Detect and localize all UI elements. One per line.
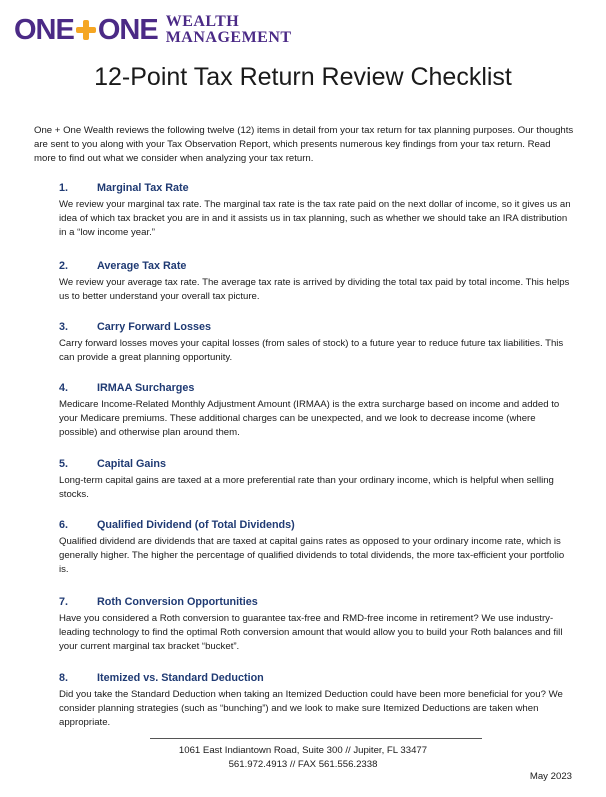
section-title: Capital Gains [97, 458, 166, 470]
document-date: May 2023 [529, 771, 572, 782]
section-heading [59, 671, 573, 686]
section-title: Average Tax Rate [97, 260, 187, 272]
footer-address: 1061 East Indiantown Road, Suite 300 // Jupiter, FL 33477 [178, 745, 428, 756]
section-title: IRMAA Surcharges [97, 382, 195, 394]
section-title: Carry Forward Losses [97, 321, 212, 333]
section-carry-forward-losses [59, 320, 573, 365]
section-irmaa-surcharges [59, 381, 573, 441]
section-roth-conversion [59, 595, 573, 655]
section-body: Have you considered a Roth conversion to guarantee tax-free and RMD-free income in retirement? We use industry-leading technology to find the optimal Roth conversion amount that would allow you to build your Roth balances and fill your current marginal tax bracket “bucket”. [59, 613, 563, 653]
section-number: 6. [59, 519, 69, 531]
logo-wordmark [166, 14, 292, 46]
section-body: Long-term capital gains are taxed at a more preferential rate than your ordinary income, which is helpful when selling stocks. [59, 475, 554, 501]
section-body: We review your average tax rate. The average tax rate is arrived by dividing the total tax paid by total income. This helps us to better understand your overall tax picture. [59, 277, 570, 303]
section-title: Qualified Dividend (of Total Dividends) [97, 519, 295, 531]
section-number: 7. [59, 596, 69, 608]
section-number: 4. [59, 382, 69, 394]
footer-divider [150, 738, 482, 739]
logo-text-left: ONE [14, 13, 74, 46]
section-title: Itemized vs. Standard Deduction [97, 672, 264, 684]
page-title: 12-Point Tax Return Review Checklist [94, 63, 512, 91]
section-body: We review your marginal tax rate. The marginal tax rate is the tax rate paid on the next dollar of income, so it gives us an idea of which tax bracket you are in and it assists us in tax planning, such as whether we should take an IRA distribution in a “low income year.” [59, 199, 571, 239]
plus-icon [75, 19, 97, 41]
section-body: Carry forward losses moves your capital losses (from sales of stock) to a future year to reduce future tax liabilities. This can provide a great planning opportunity. [59, 338, 564, 364]
logo-management: MANAGEMENT [165, 29, 292, 46]
logo-text-right: ONE [97, 13, 158, 46]
section-body: Qualified dividend are dividends that are taxed at capital gains rates as opposed to your ordinary income rate, which is generally higher. The higher the percentage of qualified dividends to total dividends, the more tax-efficient your portfolio is. [59, 536, 565, 576]
section-heading [59, 259, 573, 274]
section-number: 2. [59, 260, 69, 272]
section-average-tax-rate [59, 259, 573, 304]
section-heading [59, 595, 573, 610]
section-body: Medicare Income-Related Monthly Adjustment Amount (IRMAA) is the extra surcharge based on income and added to your Medicare premiums. These additional charges can be unexpected, and we look to decrease income (where possible) and otherwise plan around them. [59, 399, 560, 439]
section-heading [59, 181, 573, 196]
logo-mark [14, 13, 158, 46]
section-itemized-vs-standard [59, 671, 573, 731]
section-number: 8. [59, 672, 69, 684]
section-heading [59, 518, 573, 533]
footer-contact [0, 744, 606, 772]
company-logo [14, 10, 292, 50]
section-capital-gains [59, 457, 573, 502]
section-heading [59, 457, 573, 472]
section-marginal-tax-rate [59, 181, 573, 241]
section-body: Did you take the Standard Deduction when taking an Itemized Deduction could have been more beneficial for you? We consider planning strategies (such as “bunching”) and we look to make sure Itemized Deductions are taken when appropriate. [59, 689, 563, 729]
section-qualified-dividend [59, 518, 573, 578]
section-number: 1. [59, 182, 69, 194]
section-heading [59, 381, 573, 396]
section-title: Roth Conversion Opportunities [97, 596, 258, 608]
footer-phone: 561.972.4913 // FAX 561.556.2338 [228, 759, 378, 770]
intro-paragraph: One + One Wealth reviews the following twelve (12) items in detail from your tax return for tax planning purposes. Our thoughts are sent to you along with your Tax Observation Report, which presents numerous key findings from your tax return. Read more to find out what we consider when analyzing your tax return. [34, 125, 574, 165]
logo-wealth: WEALTH [165, 13, 240, 30]
section-number: 3. [59, 321, 69, 333]
section-number: 5. [59, 458, 69, 470]
section-title: Marginal Tax Rate [97, 182, 189, 194]
section-heading [59, 320, 573, 335]
